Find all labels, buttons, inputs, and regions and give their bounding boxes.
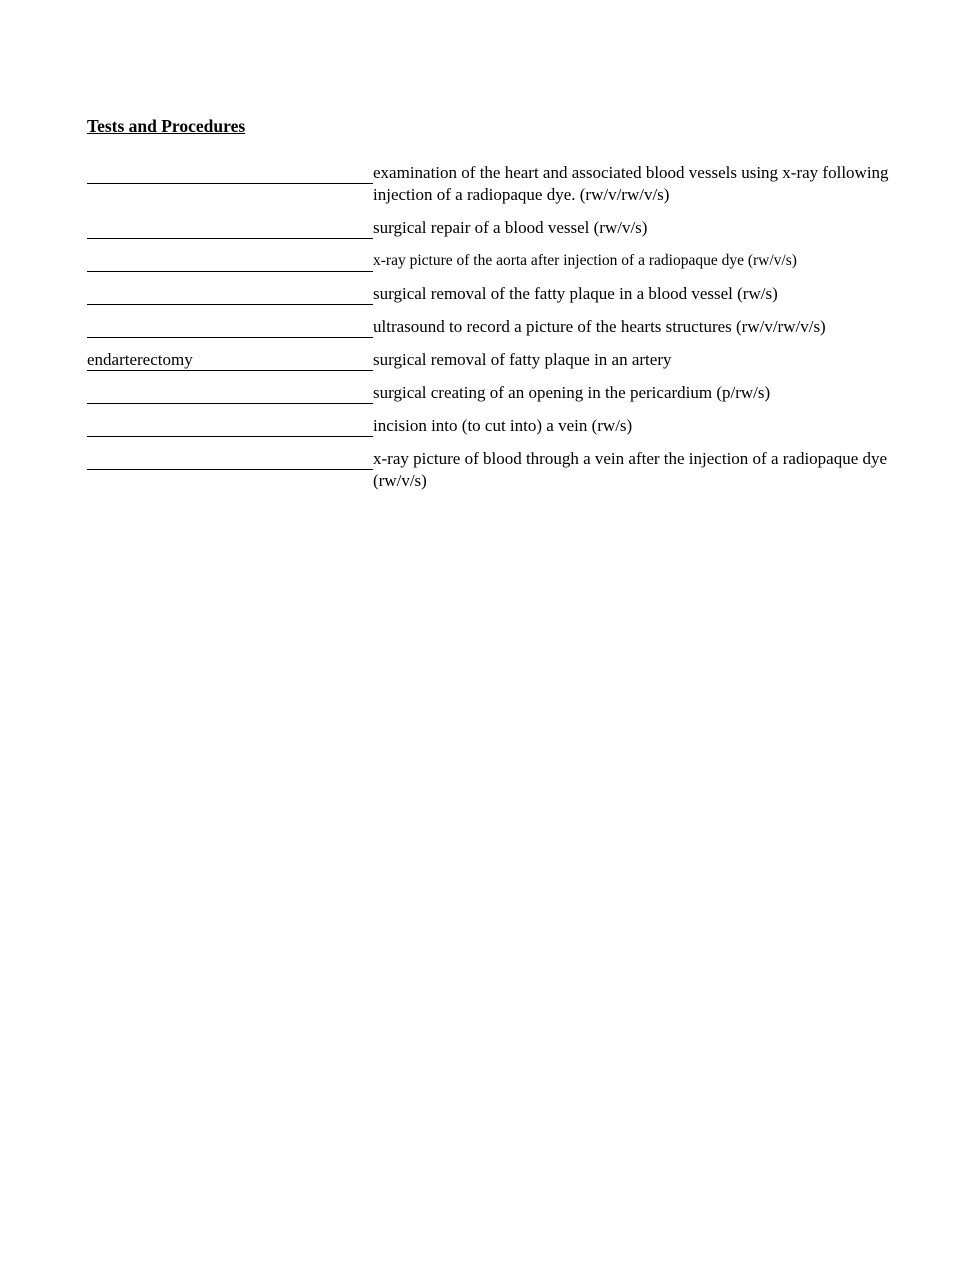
definition-text: x-ray picture of the aorta after injection of a radiopaque dye (rw/v/s) bbox=[373, 252, 797, 269]
definition-text: surgical repair of a blood vessel (rw/v/s) bbox=[373, 218, 648, 237]
worksheet-row bbox=[87, 349, 893, 371]
worksheet-row bbox=[87, 217, 893, 239]
answer-text bbox=[87, 448, 373, 470]
answer-text bbox=[87, 316, 373, 338]
definition-text: surgical removal of the fatty plaque in a blood vessel (rw/s) bbox=[373, 284, 778, 303]
worksheet-row bbox=[87, 415, 893, 437]
answer-text bbox=[87, 250, 373, 272]
answer-blank-line[interactable] bbox=[87, 283, 373, 305]
answer-text bbox=[87, 415, 373, 437]
worksheet-row bbox=[87, 316, 893, 338]
worksheet-row bbox=[87, 162, 893, 206]
answer-text bbox=[87, 382, 373, 404]
definition-text: incision into (to cut into) a vein (rw/s) bbox=[373, 416, 633, 435]
answer-blank-line[interactable] bbox=[87, 415, 373, 437]
answer-blank-line[interactable] bbox=[87, 217, 373, 239]
answer-blank-line[interactable] bbox=[87, 316, 373, 338]
definition-text: surgical creating of an opening in the pericardium (p/rw/s) bbox=[373, 383, 771, 402]
answer-text bbox=[87, 162, 373, 184]
definition-text: ultrasound to record a picture of the hearts structures (rw/v/rw/v/s) bbox=[373, 317, 826, 336]
worksheet-row bbox=[87, 448, 893, 492]
answer-blank-line[interactable] bbox=[87, 250, 373, 272]
definition-text: examination of the heart and associated blood vessels using x-ray following injection of a radiopaque dye. (rw/v/rw/v/s) bbox=[373, 163, 889, 204]
answer-text bbox=[87, 283, 373, 305]
answer-text bbox=[87, 217, 373, 239]
page-title: Tests and Procedures bbox=[87, 116, 246, 136]
worksheet-row bbox=[87, 382, 893, 404]
worksheet-content bbox=[87, 115, 893, 503]
answer-blank-line[interactable] bbox=[87, 448, 373, 470]
definition-text: surgical removal of fatty plaque in an artery bbox=[373, 350, 672, 369]
answer-blank-line[interactable] bbox=[87, 162, 373, 184]
definition-text: x-ray picture of blood through a vein after the injection of a radiopaque dye (rw/v/s) bbox=[373, 449, 888, 490]
answer-blank-line[interactable] bbox=[87, 349, 373, 371]
worksheet-row bbox=[87, 250, 893, 272]
answer-blank-line[interactable] bbox=[87, 382, 373, 404]
worksheet-row bbox=[87, 283, 893, 305]
answer-text: endarterectomy bbox=[87, 349, 373, 371]
